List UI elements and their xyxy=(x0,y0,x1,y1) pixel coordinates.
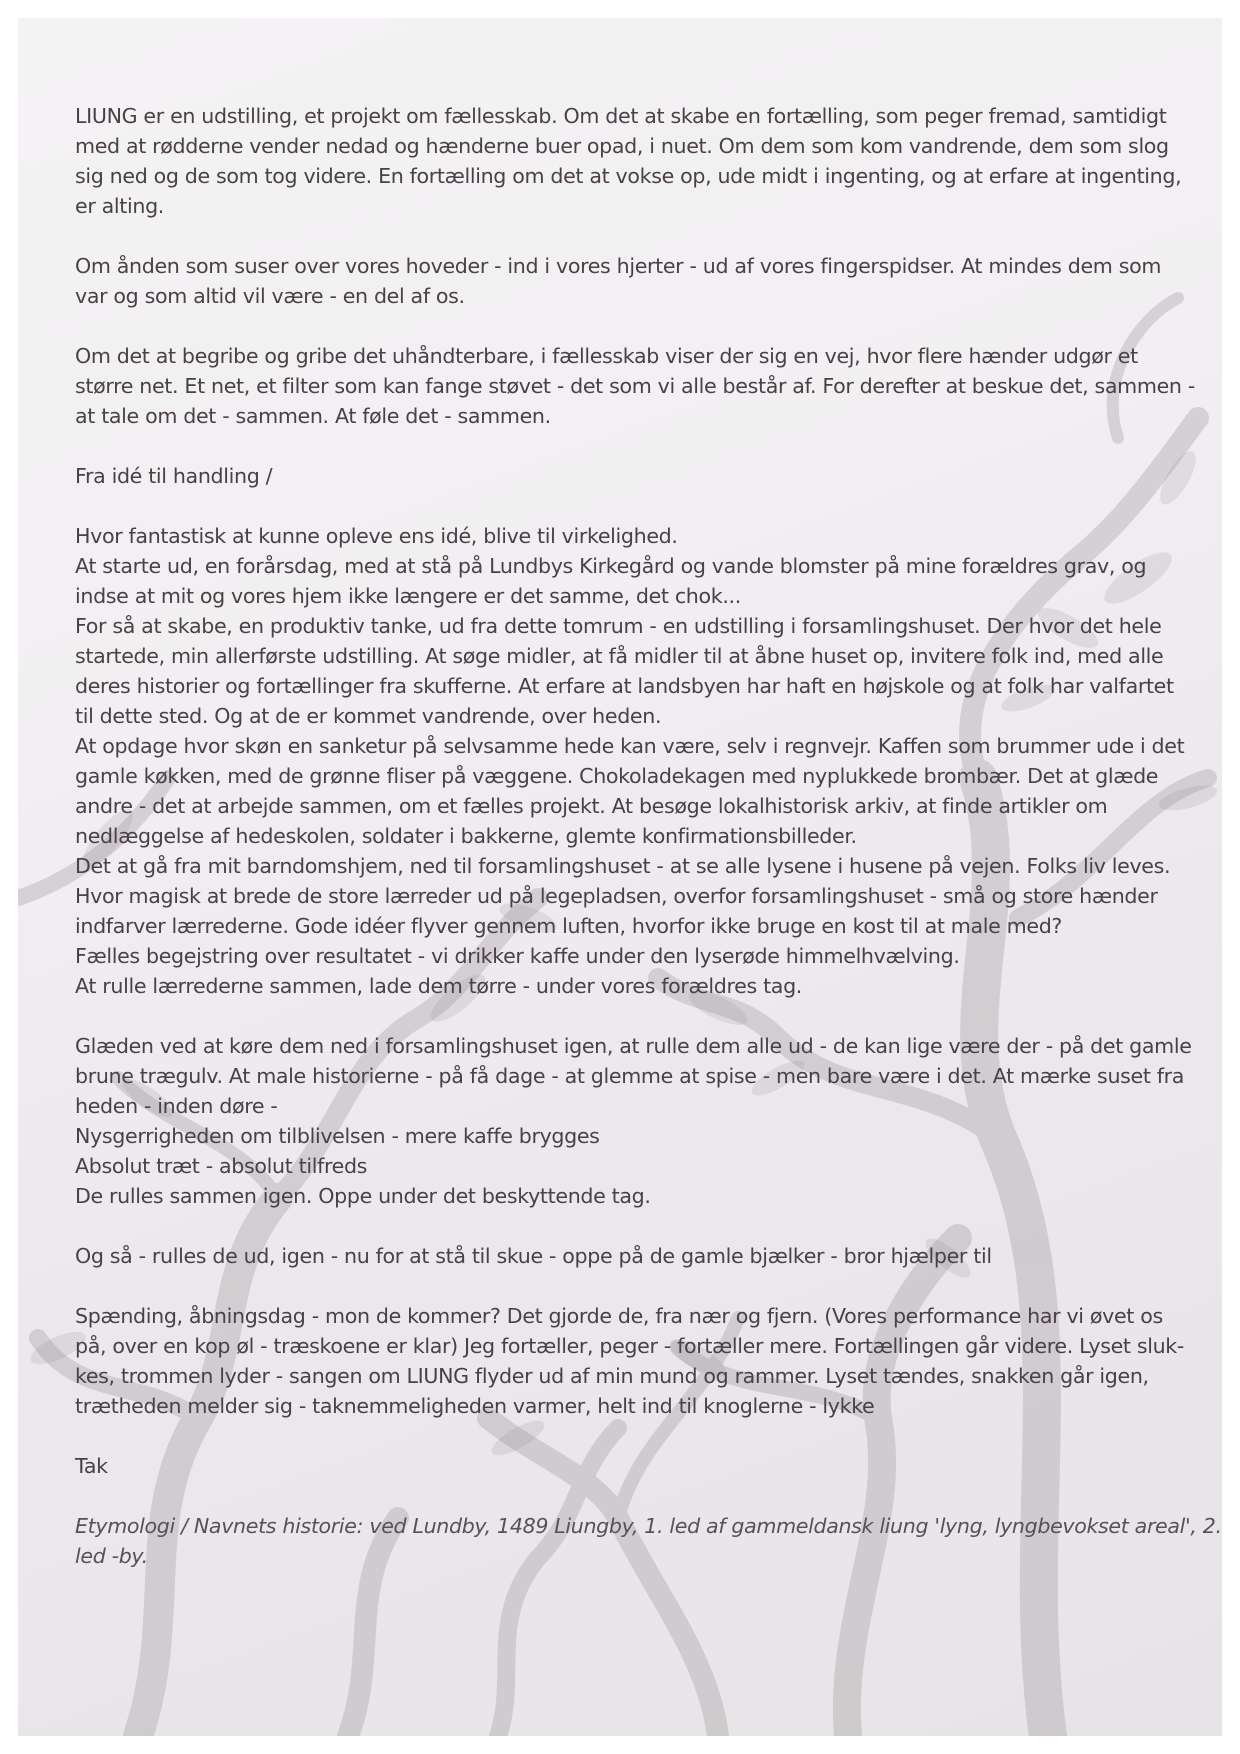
text-line: Og så - rulles de ud, igen - nu for at stå til skue - oppe på de gamle bjælker - bror hjælper til xyxy=(75,1244,992,1268)
intro-paragraph-3 xyxy=(75,341,1195,431)
text-line: At opdage hvor skøn en sanketur på selvsamme hede kan være, selv i regnvejr. Kaffen som brummer ude i det xyxy=(75,734,1185,758)
section-heading xyxy=(75,461,1195,491)
text-line: er alting. xyxy=(75,194,164,218)
etymology-note xyxy=(75,1511,1222,1571)
section-paragraph-2 xyxy=(75,1031,1195,1211)
text-line: deres historier og fortællinger fra skufferne. At erfare at landsbyen har haft en højskole og at folk har valfartet xyxy=(75,674,1174,698)
text-line: For så at skabe, en produktiv tanke, ud fra dette tomrum - en udstilling i forsamlingshuset. Der hvor det hele xyxy=(75,614,1162,638)
section-heading-text: Fra idé til handling / xyxy=(75,464,273,488)
text-line: LIUNG er en udstilling, et projekt om fællesskab. Om det at skabe en fortælling, som peger fremad, samtidigt xyxy=(75,104,1167,128)
text-line: Fælles begejstring over resultatet - vi drikker kaffe under den lyserøde himmelhvælving. xyxy=(75,944,960,968)
text-line: andre - det at arbejde sammen, om et fælles projekt. At besøge lokalhistorisk arkiv, at finde artikler om xyxy=(75,794,1108,818)
text-line: led -by. xyxy=(75,1544,148,1568)
text-line: indfarver lærrederne. Gode idéer flyver gennem luften, hvorfor ikke bruge en kost til at male med? xyxy=(75,914,1063,938)
text-line: Absolut træt - absolut tilfreds xyxy=(75,1154,368,1178)
text-line: gamle køkken, med de grønne fliser på væggene. Chokoladekagen med nyplukkede brombær. Det at glæde xyxy=(75,764,1159,788)
section-paragraph-4 xyxy=(75,1301,1195,1421)
text-line: Hvor fantastisk at kunne opleve ens idé, blive til virkelighed. xyxy=(75,524,678,548)
text-line: kes, trommen lyder - sangen om LIUNG flyder ud af min mund og rammer. Lyset tændes, snakken går igen, xyxy=(75,1364,1149,1388)
intro-paragraph-2 xyxy=(75,251,1195,311)
text-line: med at rødderne vender nedad og hænderne buer opad, i nuet. Om dem som kom vandrende, dem som slog xyxy=(75,134,1169,158)
text-line: heden - inden døre - xyxy=(75,1094,278,1118)
text-line: større net. Et net, et filter som kan fange støvet - det som vi alle består af. For derefter at beskue det, sammen - xyxy=(75,374,1195,398)
section-paragraph-1 xyxy=(75,521,1195,1001)
document-text xyxy=(75,101,1222,1601)
text-line: brune trægulv. At male historierne - på få dage - at glemme at spise - men bare være i det. At mærke suset fra xyxy=(75,1064,1185,1088)
text-line: Om ånden som suser over vores hoveder - ind i vores hjerter - ud af vores fingerspidser. At mindes dem som xyxy=(75,254,1162,278)
text-line: Om det at begribe og gribe det uhåndterbare, i fællesskab viser der sig en vej, hvor flere hænder udgør et xyxy=(75,344,1138,368)
text-line: trætheden melder sig - taknemmeligheden varmer, helt ind til knoglerne - lykke xyxy=(75,1394,875,1418)
text-line: startede, min allerførste udstilling. At søge midler, at få midler til at åbne huset op, invitere folk ind, med alle xyxy=(75,644,1164,668)
text-line: Etymologi / Navnets historie: ved Lundby, 1489 Liungby, 1. led af gammeldansk liung 'lyng, lyngbevokset areal', 2. xyxy=(75,1514,1222,1538)
text-line: til dette sted. Og at de er kommet vandrende, over heden. xyxy=(75,704,662,728)
thanks-paragraph xyxy=(75,1451,1195,1481)
intro-paragraph-1 xyxy=(75,101,1195,221)
text-line: De rulles sammen igen. Oppe under det beskyttende tag. xyxy=(75,1184,651,1208)
text-line: nedlæggelse af hedeskolen, soldater i bakkerne, glemte konfirmationsbilleder. xyxy=(75,824,857,848)
text-line: Hvor magisk at brede de store lærreder ud på legepladsen, overfor forsamlingshuset - små og store hænder xyxy=(75,884,1158,908)
text-line: At starte ud, en forårsdag, med at stå på Lundbys Kirkegård og vande blomster på mine forældres grav, og xyxy=(75,554,1147,578)
text-line: indse at mit og vores hjem ikke længere er det samme, det chok... xyxy=(75,584,741,608)
text-line: Det at gå fra mit barndomshjem, ned til forsamlingshuset - at se alle lysene i husene på vejen. Folks liv leves. xyxy=(75,854,1171,878)
text-line: Glæden ved at køre dem ned i forsamlingshuset igen, at rulle dem alle ud - de kan lige være der - på det gamle xyxy=(75,1034,1192,1058)
document-page xyxy=(18,18,1222,1736)
text-line: at tale om det - sammen. At føle det - sammen. xyxy=(75,404,551,428)
text-line: sig ned og de som tog videre. En fortælling om det at vokse op, ude midt i ingenting, og at erfare at ingenting, xyxy=(75,164,1182,188)
text-line: på, over en kop øl - træskoene er klar) Jeg fortæller, peger - fortæller mere. Fortællingen går videre. Lyset sluk- xyxy=(75,1334,1184,1358)
thanks-text: Tak xyxy=(75,1454,108,1478)
text-line: At rulle lærrederne sammen, lade dem tørre - under vores forældres tag. xyxy=(75,974,802,998)
text-line: Spænding, åbningsdag - mon de kommer? Det gjorde de, fra nær og fjern. (Vores performance har vi øvet os xyxy=(75,1304,1163,1328)
text-line: var og som altid vil være - en del af os. xyxy=(75,284,465,308)
section-paragraph-3 xyxy=(75,1241,1195,1271)
text-line: Nysgerrigheden om tilblivelsen - mere kaffe brygges xyxy=(75,1124,600,1148)
